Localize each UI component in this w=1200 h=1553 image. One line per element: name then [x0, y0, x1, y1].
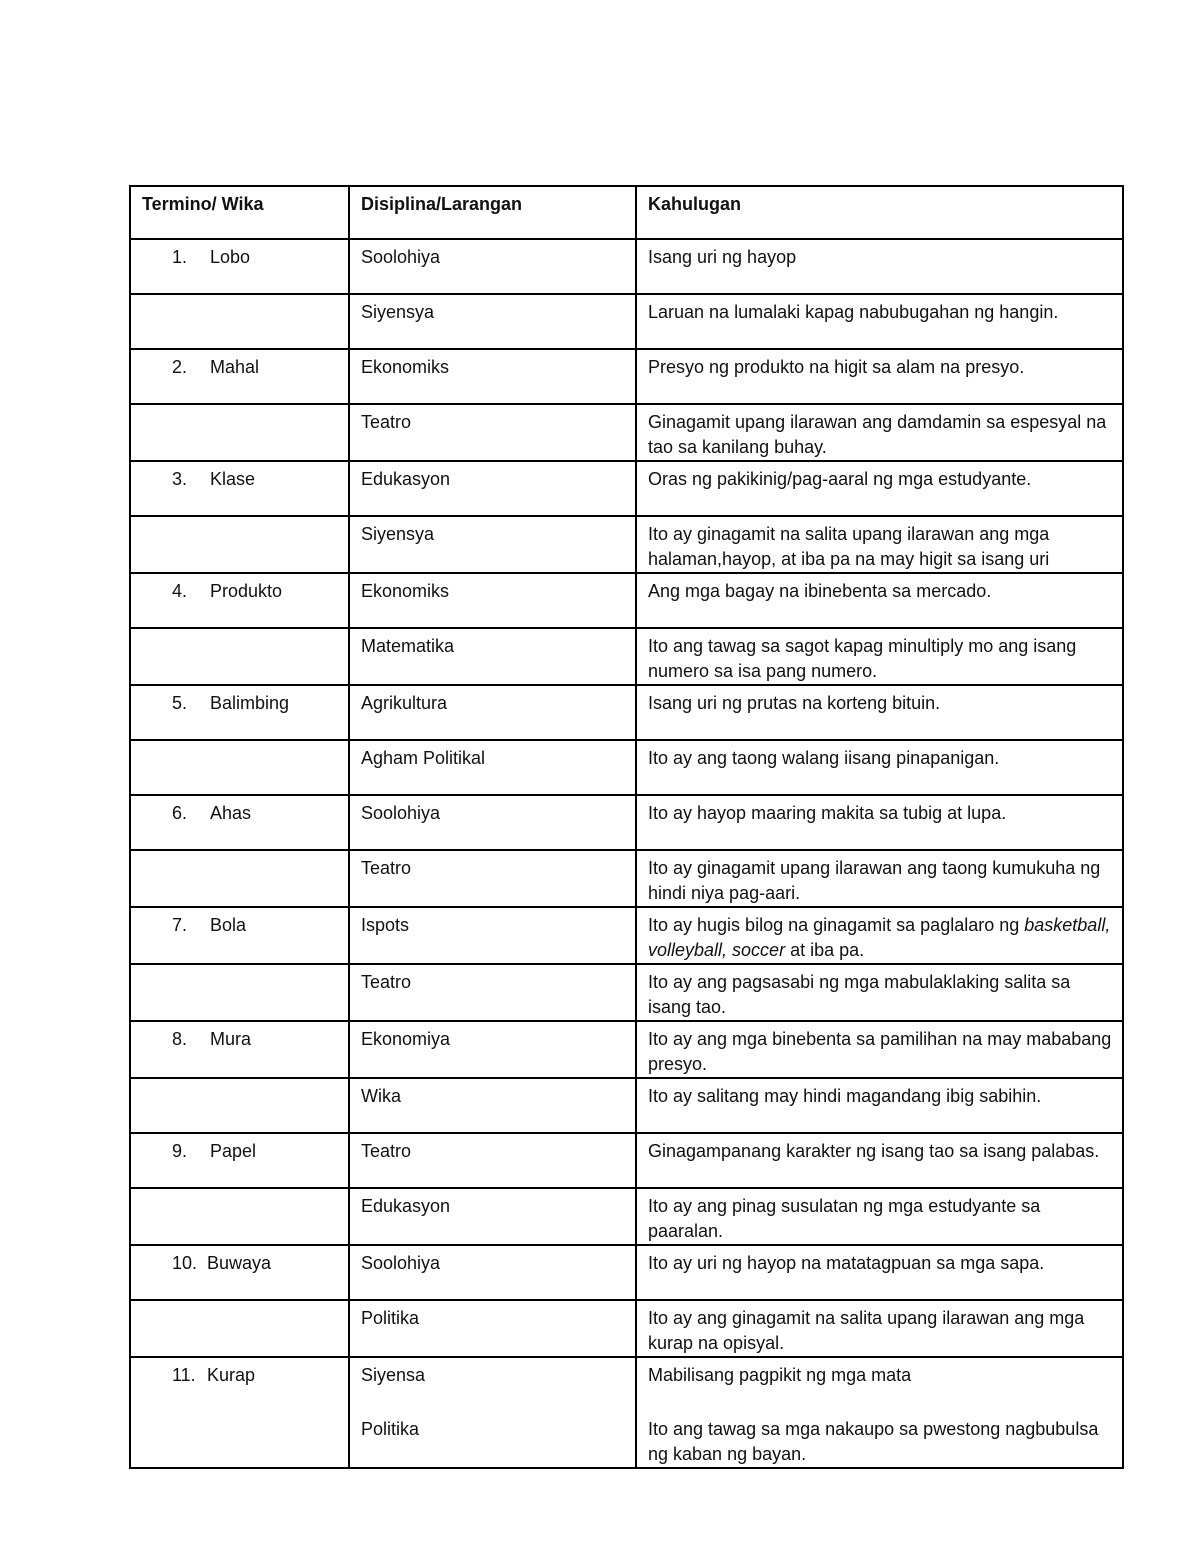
term-number: 10.: [172, 1253, 198, 1273]
meaning-cell: [636, 685, 1123, 740]
term-number: 11.: [172, 1365, 196, 1385]
field-text: Siyensya: [361, 524, 435, 544]
table-row: [130, 461, 1123, 516]
term-cell: [130, 573, 349, 628]
term-cell: [130, 685, 349, 740]
table-row: [130, 1300, 1123, 1357]
table-row: [130, 1133, 1123, 1188]
field-text: Edukasyon: [361, 1196, 451, 1216]
meaning-cell: [636, 461, 1123, 516]
term-number: 1.: [172, 247, 188, 267]
field-cell: [349, 795, 636, 850]
spacer: [648, 1388, 1112, 1417]
term-cell: [130, 1300, 349, 1357]
table-row: [130, 1245, 1123, 1300]
meaning-text: at iba pa.: [785, 940, 865, 960]
field-text: Ekonomiks: [361, 581, 450, 601]
field-text: Teatro: [361, 858, 412, 878]
term-cell: [130, 740, 349, 795]
term-word: Papel: [210, 1141, 257, 1161]
meaning-cell: [636, 516, 1123, 573]
meaning-cell: [636, 1188, 1123, 1245]
meaning-text: Isang uri ng hayop: [648, 247, 797, 267]
meaning-text: Ginagampanang karakter ng isang tao sa isang palabas.: [648, 1141, 1100, 1161]
field-cell: [349, 1133, 636, 1188]
table-row: [130, 516, 1123, 573]
term-cell: [130, 628, 349, 685]
meaning-text: Ito ay salitang may hindi magandang ibig sabihin.: [648, 1086, 1042, 1106]
meaning-text: Ito ang tawag sa mga nakaupo sa pwestong nagbubulsa ng kaban ng bayan.: [648, 1419, 1099, 1464]
table-row: [130, 239, 1123, 294]
meaning-text: Isang uri ng prutas na korteng bituin.: [648, 693, 941, 713]
term-cell: [130, 516, 349, 573]
term-word: Bola: [210, 915, 247, 935]
field-text: Teatro: [361, 972, 412, 992]
field-text: Soolohiya: [361, 247, 441, 267]
meaning-cell: [636, 1245, 1123, 1300]
term-word: Buwaya: [207, 1253, 272, 1273]
field-text: Siyensya: [361, 302, 435, 322]
field-cell: [349, 516, 636, 573]
field-cell: [349, 1078, 636, 1133]
table-row: [130, 1078, 1123, 1133]
term-number: 7.: [172, 915, 188, 935]
meaning-cell: [636, 239, 1123, 294]
meaning-text: Ito ay hugis bilog na ginagamit sa paglalaro ng: [648, 915, 1025, 935]
meaning-text: Ginagamit upang ilarawan ang damdamin sa espesyal na tao sa kanilang buhay.: [648, 412, 1107, 457]
field-cell: [349, 685, 636, 740]
meaning-text: Presyo ng produkto na higit sa alam na presyo.: [648, 357, 1025, 377]
table-row: [130, 964, 1123, 1021]
field-text: Politika: [361, 1308, 420, 1328]
field-cell: [349, 239, 636, 294]
term-cell: [130, 461, 349, 516]
header-field: Disiplina/Larangan: [349, 186, 636, 239]
term-cell: [130, 1357, 349, 1468]
field-text: Siyensa: [361, 1365, 426, 1385]
field-cell: [349, 573, 636, 628]
term-cell: [130, 1188, 349, 1245]
term-cell: [130, 964, 349, 1021]
term-number: 4.: [172, 581, 188, 601]
term-cell: [130, 1021, 349, 1078]
meaning-text: Laruan na lumalaki kapag nabubugahan ng hangin.: [648, 302, 1059, 322]
term-word: Ahas: [210, 803, 252, 823]
table-row: [130, 573, 1123, 628]
field-cell: [349, 964, 636, 1021]
meaning-text: Mabilisang pagpikit ng mga mata: [648, 1365, 912, 1385]
field-text: Agrikultura: [361, 693, 448, 713]
term-cell: [130, 795, 349, 850]
table-row: [130, 850, 1123, 907]
meaning-cell: [636, 294, 1123, 349]
field-cell: [349, 1245, 636, 1300]
term-cell: [130, 850, 349, 907]
field-cell: [349, 850, 636, 907]
table-row: [130, 404, 1123, 461]
term-cell: [130, 907, 349, 964]
meaning-cell: [636, 850, 1123, 907]
field-cell: [349, 404, 636, 461]
term-number: 9.: [172, 1141, 188, 1161]
term-word: Produkto: [210, 581, 283, 601]
table-row: [130, 628, 1123, 685]
meaning-text: Ito ay ang ginagamit na salita upang ilarawan ang mga kurap na opisyal.: [648, 1308, 1085, 1353]
table-row: [130, 795, 1123, 850]
meaning-cell: [636, 1357, 1123, 1468]
table-body: [130, 239, 1123, 1468]
table-row: [130, 740, 1123, 795]
term-word: Klase: [210, 469, 256, 489]
meaning-cell: [636, 1300, 1123, 1357]
term-number: 6.: [172, 803, 188, 823]
term-cell: [130, 349, 349, 404]
meaning-cell: [636, 1078, 1123, 1133]
term-cell: [130, 239, 349, 294]
field-text: Matematika: [361, 636, 455, 656]
meaning-cell: [636, 795, 1123, 850]
table-row: [130, 907, 1123, 964]
field-cell: [349, 349, 636, 404]
meaning-text: Ito ang tawag sa sagot kapag minultiply mo ang isang numero sa isa pang numero.: [648, 636, 1077, 681]
field-cell: [349, 1357, 636, 1468]
header-meaning: Kahulugan: [636, 186, 1123, 239]
header-term: Termino/ Wika: [130, 186, 349, 239]
term-number: 5.: [172, 693, 188, 713]
meaning-text: Ito ay hayop maaring makita sa tubig at lupa.: [648, 803, 1007, 823]
meaning-text: Ito ay ang mga binebenta sa pamilihan na may mababang presyo.: [648, 1029, 1112, 1074]
terms-table: [129, 185, 1124, 1469]
field-text: Soolohiya: [361, 803, 441, 823]
meaning-text: Ang mga bagay na ibinebenta sa mercado.: [648, 581, 992, 601]
meaning-text: Ito ay ang pinag susulatan ng mga estudyante sa paaralan.: [648, 1196, 1041, 1241]
term-number: 8.: [172, 1029, 188, 1049]
term-word: Kurap: [207, 1365, 256, 1385]
table-row: [130, 685, 1123, 740]
meaning-text: Oras ng pakikinig/pag-aaral ng mga estudyante.: [648, 469, 1032, 489]
field-text: Edukasyon: [361, 469, 451, 489]
meaning-text: Ito ay ang taong walang iisang pinapanigan.: [648, 748, 1000, 768]
field-text: Ekonomiks: [361, 357, 450, 377]
table-row: [130, 349, 1123, 404]
meaning-cell: [636, 1021, 1123, 1078]
term-cell: [130, 1133, 349, 1188]
field-text: Teatro: [361, 412, 412, 432]
term-cell: [130, 1078, 349, 1133]
term-number: 3.: [172, 469, 188, 489]
field-cell: [349, 907, 636, 964]
field-cell: [349, 740, 636, 795]
term-word: Lobo: [210, 247, 251, 267]
field-text: Politika: [361, 1419, 420, 1439]
term-word: Mura: [210, 1029, 252, 1049]
header-row: [130, 186, 1123, 239]
term-word: Balimbing: [210, 693, 290, 713]
meaning-cell: [636, 349, 1123, 404]
meaning-italic-text: basketball, volleyball, soccer: [648, 915, 1111, 960]
meaning-text: Ito ay ginagamit upang ilarawan ang taong kumukuha ng hindi niya pag-aari.: [648, 858, 1101, 903]
term-cell: [130, 294, 349, 349]
field-text: Teatro: [361, 1141, 412, 1161]
meaning-cell: [636, 740, 1123, 795]
field-text: Ispots: [361, 915, 410, 935]
meaning-cell: [636, 628, 1123, 685]
field-cell: [349, 461, 636, 516]
field-text: Wika: [361, 1086, 401, 1106]
meaning-cell: [636, 573, 1123, 628]
meaning-cell: [636, 964, 1123, 1021]
field-text: Ekonomiya: [361, 1029, 451, 1049]
meaning-text: Ito ay ginagamit na salita upang ilarawan ang mga halaman,hayop, at iba pa na may higit sa isang uri: [648, 524, 1050, 569]
table-row: [130, 294, 1123, 349]
term-number: 2.: [172, 357, 188, 377]
field-cell: [349, 1188, 636, 1245]
field-text: Soolohiya: [361, 1253, 441, 1273]
term-cell: [130, 404, 349, 461]
field-text: Agham Politikal: [361, 748, 486, 768]
term-word: Mahal: [210, 357, 260, 377]
table-row: [130, 1357, 1123, 1468]
field-cell: [349, 628, 636, 685]
table-row: [130, 1188, 1123, 1245]
spacer: [361, 1388, 625, 1417]
meaning-cell: [636, 1133, 1123, 1188]
meaning-cell: [636, 404, 1123, 461]
field-cell: [349, 294, 636, 349]
field-cell: [349, 1300, 636, 1357]
table-row: [130, 1021, 1123, 1078]
meaning-text: Ito ay uri ng hayop na matatagpuan sa mga sapa.: [648, 1253, 1045, 1273]
meaning-cell: [636, 907, 1123, 964]
meaning-text: Ito ay ang pagsasabi ng mga mabulaklaking salita sa isang tao.: [648, 972, 1071, 1017]
term-cell: [130, 1245, 349, 1300]
field-cell: [349, 1021, 636, 1078]
